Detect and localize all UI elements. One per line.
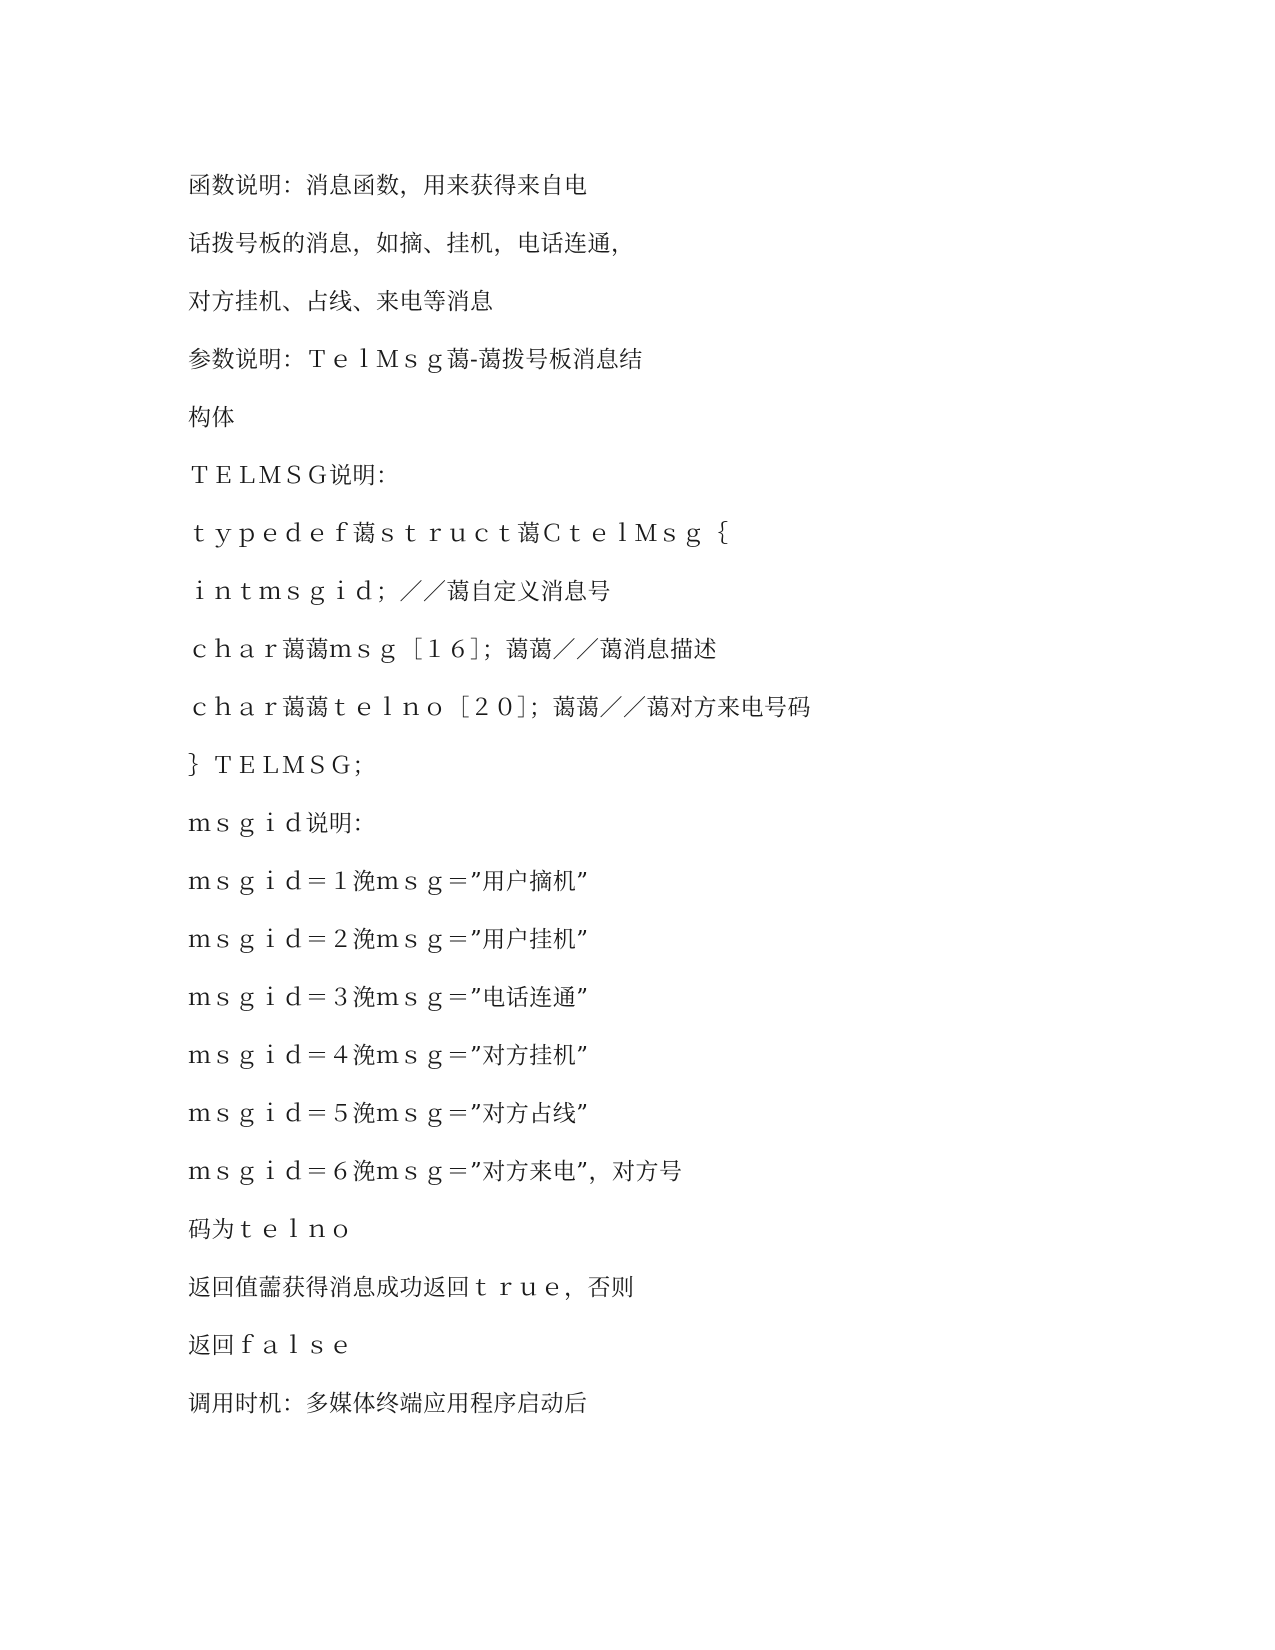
doc-line-field-telno: ｃｈａｒ蔼蔼ｔｅｌｎｏ［２０］；蔼蔼／／蔼对方来电号码 <box>188 695 811 721</box>
doc-line-function-desc-end: 对方挂机、占线、来电等消息 <box>188 289 494 315</box>
doc-line-msgid-2: ｍｓｇｉｄ＝２浼ｍｓｇ＝”用户挂机” <box>188 927 589 953</box>
doc-line-msgid-3: ｍｓｇｉｄ＝３浼ｍｓｇ＝”电话连通” <box>188 985 589 1011</box>
doc-line-msgid-4: ｍｓｇｉｄ＝４浼ｍｓｇ＝”对方挂机” <box>188 1043 589 1069</box>
doc-line-typedef: ｔｙｐｅｄｅｆ蔼ｓｔｒｕｃｔ蔼ＣｔｅｌＭｓｇ｛ <box>188 521 729 547</box>
doc-line-field-msgid: ｉｎｔｍｓｇｉｄ；／／蔼自定义消息号 <box>188 579 611 605</box>
doc-line-msgid-6: ｍｓｇｉｄ＝６浼ｍｓｇ＝”对方来电”，对方号 <box>188 1159 683 1185</box>
doc-line-typedef-end: ｝ＴＥＬＭＳＧ； <box>188 753 376 779</box>
doc-line-param-desc: 参数说明：ＴｅｌＭｓｇ蔼-蔼拨号板消息结 <box>188 347 643 373</box>
doc-line-return-value-end: 返回ｆａｌｓｅ <box>188 1333 353 1359</box>
doc-line-return-value: 返回值蘦获得消息成功返回ｔｒｕｅ，否则 <box>188 1275 635 1301</box>
doc-line-telmsg-heading: ＴＥＬＭＳＧ说明： <box>188 463 400 489</box>
doc-line-field-msg: ｃｈａｒ蔼蔼ｍｓｇ［１６］；蔼蔼／／蔼消息描述 <box>188 637 717 663</box>
doc-line-call-timing: 调用时机：多媒体终端应用程序启动后 <box>188 1391 588 1417</box>
doc-line-function-desc-cont: 话拨号板的消息，如摘、挂机，电话连通， <box>188 231 635 257</box>
doc-line-msgid-6-cont: 码为ｔｅｌｎｏ <box>188 1217 353 1243</box>
doc-line-msgid-heading: ｍｓｇｉｄ说明： <box>188 811 376 837</box>
doc-line-msgid-5: ｍｓｇｉｄ＝５浼ｍｓｇ＝”对方占线” <box>188 1101 589 1127</box>
doc-line-function-desc: 函数说明：消息函数，用来获得来自电 <box>188 173 588 199</box>
doc-line-msgid-1: ｍｓｇｉｄ＝１浼ｍｓｇ＝”用户摘机” <box>188 869 589 895</box>
doc-line-param-desc-end: 构体 <box>188 405 235 431</box>
